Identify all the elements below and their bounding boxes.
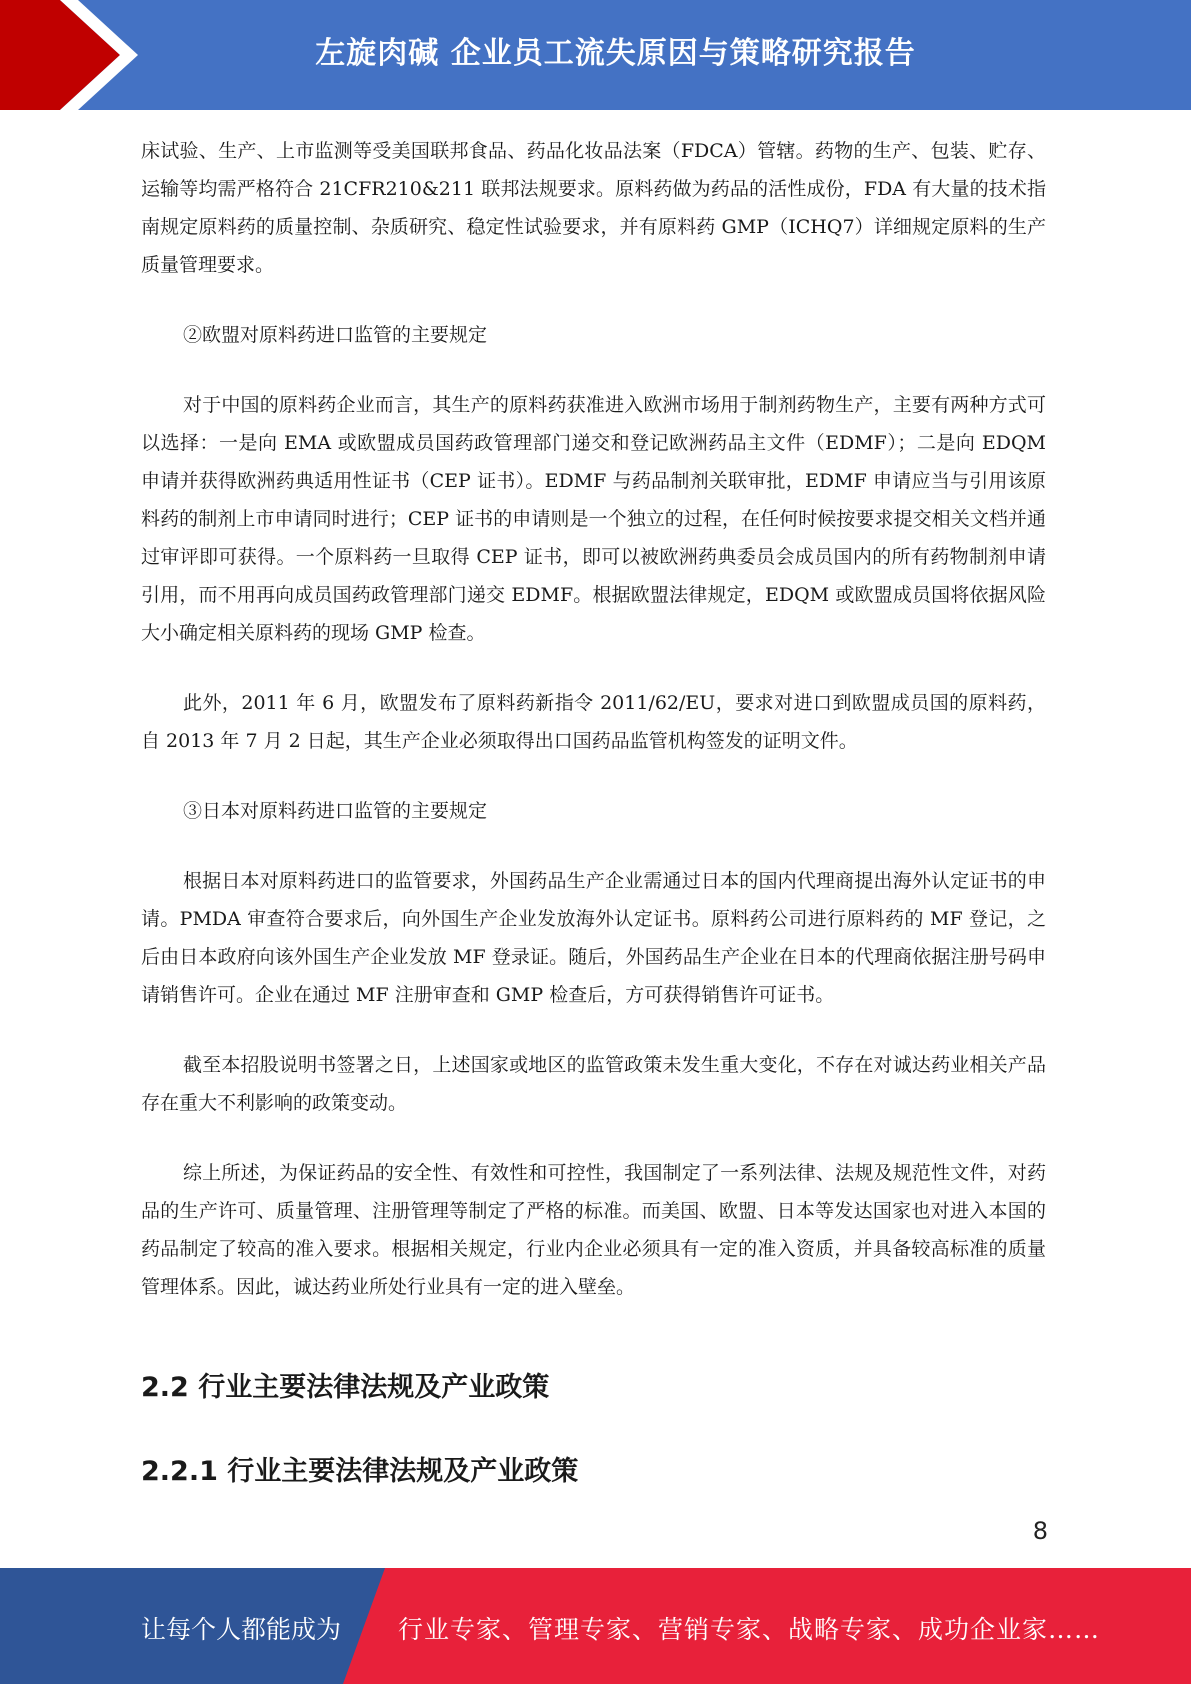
footer-slogan-right: 行业专家、管理专家、营销专家、战略专家、成功企业家……: [398, 1615, 1101, 1644]
page-footer: [0, 1568, 1191, 1684]
paragraph-summary: 综上所述，为保证药品的安全性、有效性和可控性，我国制定了一系列法律、法规及规范性文件，对药品的生产许可、质量管理、注册管理等制定了严格的标准。而美国、欧盟、日本等发达国家也对进入本国的药品制定了较高的准入要求。根据相关规定，行业内企业必须具有一定的准入资质，并具备较高标准的质量管理体系。因此，诚达药业所处行业具有一定的进入壁垒。: [141, 1162, 1046, 1298]
section-heading: 2.2 行业主要法律法规及产业政策: [141, 1372, 550, 1403]
paragraph-no-change: 截至本招股说明书签署之日，上述国家或地区的监管政策未发生重大变化，不存在对诚达药业相关产品存在重大不利影响的政策变动。: [141, 1054, 1046, 1114]
paragraph-eu-routes: 对于中国的原料药企业而言，其生产的原料药获准进入欧洲市场用于制剂药物生产，主要有两种方式可以选择：一是向 EMA 或欧盟成员国药政管理部门递交和登记欧洲药品主文件（EDMF）；二是向 EDQM 申请并获得欧洲药典适用性证书（CEP 证书）。EDMF 与药品制剂关联审批，EDMF 申请应当与引用该原料药的制剂上市申请同时进行；CEP 证书的申请则是一个独立的过程，在任何时候按要求提交相关文档并通过审评即可获得。一个原料药一旦取得 CEP 证书，即可以被欧洲药典委员会成员国内的所有药物制剂申请引用，而不用再向成员国药政管理部门递交 EDMF。根据欧盟法律规定，EDQM 或欧盟成员国将依据风险大小确定相关原料药的现场 GMP 检查。: [141, 394, 1046, 644]
subsection-heading: 2.2.1 行业主要法律法规及产业政策: [141, 1456, 579, 1487]
footer-slogan-left: 让每个人都能成为: [141, 1615, 342, 1644]
paragraph-japan: 根据日本对原料药进口的监管要求，外国药品生产企业需通过日本的国内代理商提出海外认定证书的申请。PMDA 审查符合要求后，向外国生产企业发放海外认定证书。原料药公司进行原料药的 MF 登记，之后由日本政府向该外国生产企业发放 MF 登录证。随后，外国药品生产企业在日本的代理商依据注册号码申请销售许可。企业在通过 MF 注册审查和 GMP 检查后，方可获得销售许可证书。: [141, 870, 1046, 1006]
paragraph-eu-directive: 此外，2011 年 6 月，欧盟发布了原料药新指令 2011/62/EU，要求对进口到欧盟成员国的原料药，自 2013 年 7 月 2 日起，其生产企业必须取得出口国药品监管机构签发的证明文件。: [141, 692, 1046, 752]
paragraph-fda: 床试验、生产、上市监测等受美国联邦食品、药品化妆品法案（FDCA）管辖。药物的生产、包装、贮存、运输等均需严格符合 21CFR210&211 联邦法规要求。原料药做为药品的活性成份，FDA 有大量的技术指南规定原料药的质量控制、杂质研究、稳定性试验要求，并有原料药 GMP（ICHQ7）详细规定原料的生产质量管理要求。: [141, 140, 1046, 276]
subheading-japan: ③日本对原料药进口监管的主要规定: [183, 800, 488, 822]
header-title: 左旋肉碱 企业员工流失原因与策略研究报告: [315, 36, 916, 71]
subheading-eu: ②欧盟对原料药进口监管的主要规定: [183, 324, 488, 346]
body-text: [141, 132, 1046, 1338]
page-header: [0, 0, 1191, 110]
page-number: 8: [1032, 1517, 1048, 1545]
